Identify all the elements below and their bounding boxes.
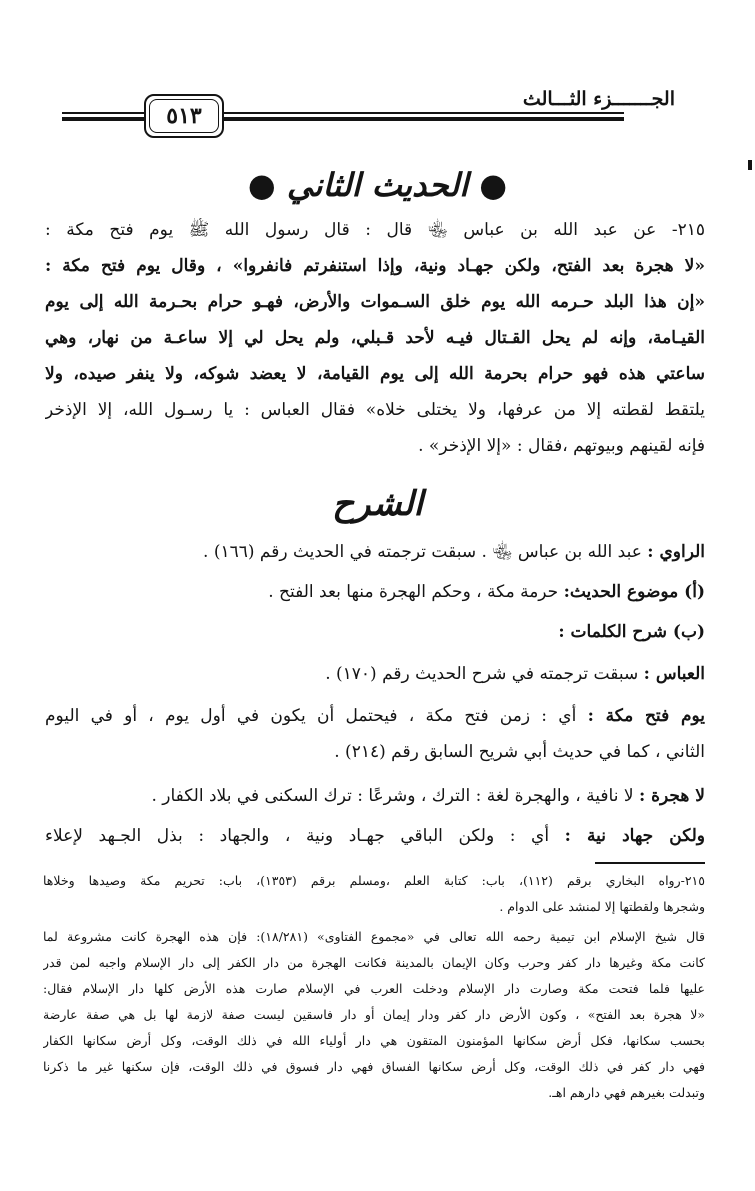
hijra-line [45,784,705,808]
hadith-heading: ● الحديث الثاني ● [247,166,508,204]
footnote-rule [595,862,705,864]
footnote-line: وتبدلت بغيرهم فهي دارهم اهـ. [548,1085,705,1100]
fath-text: أي : زمن فتح مكة ، فيحتمل أن يكون في أول يوم ، أو في اليوم [45,706,588,726]
topic-line [45,580,705,604]
topic-label: (أ) موضوع الحديث: [563,582,705,602]
rawi-text: عبد الله بن عباس ﵄ . سبقت ترجمته في الحديث رقم (١٦٦) . [203,542,648,562]
footnote-line: «لا هجرة بعد الفتح» ، وكون الأرض دار كفر ودار إيمان أو دار فاسقين ليست صفة لازمة لها بل هي صفة عارضة [43,1007,705,1022]
hadith-line: «إن هذا البلد حـرمه الله يوم خلق السـموات والأرض، فهـو حرام بحـرمة الله إلى يوم [45,292,705,312]
footnote-line: وشجرها ولقطتها إلا لمنشد على الدوام . [499,899,705,914]
hijra-text: لا نافية ، والهجرة لغة : الترك ، وشرعًا : ترك السكنى في بلاد الكفار . [151,786,639,806]
abbas-label: العباس : [643,664,705,684]
header-rule [62,117,146,121]
topic-text: حرمة مكة ، وحكم الهجرة منها بعد الفتح . [268,582,564,602]
rawi-label: الراوي : [647,542,705,562]
header-rule [222,112,624,114]
header-rule [222,117,624,121]
page-number: ٥١٣ [144,94,224,138]
jihad-label: ولكن جهاد نية : [564,826,705,846]
hadith-line: يلتقط لقطته إلا من عرفها، ولا يختلى خلاه» فقال العباس : يا رسـول الله، إلا الإذخر [45,400,705,420]
hadith-line: القيـامة، وإنه لم يحل القـتال فيـه لأحد قـبلي، ولم يحل لي إلا ساعـة من نهار، وهي [45,328,705,348]
running-header-title: الجـــــــزء الثـــالث [522,88,675,110]
footnote-line: بحسب سكانها، فكل أرض سكانها المؤمنون المتقون هي دار أولياء الله في ذلك الوقت، وكل أرض سكانها الكفار [43,1033,705,1048]
header-rule [62,112,146,114]
footnote-line: ٢١٥-رواه البخاري برقم (١١٢)، باب: كتابة العلم ،ومسلم برقم (١٣٥٣)، باب: تحريم مكة وصيدها وخلاها [43,873,705,888]
abbas-line [45,662,705,686]
hadith-line: «لا هجرة بعد الفتح، ولكن جهـاد ونية، وإذا استنفرتم فانفروا» ، وقال يوم فتح مكة : [45,256,705,276]
words-heading: (ب) شرح الكلمات : [558,622,705,642]
footnote-line: عليها فلما فتحت مكة وصارت دار الإسلام ودخلت العرب في الإسلام صارت هذه الأرض كلها دار الإسلام فقال: [43,981,705,996]
fath-line [45,704,705,728]
footnote-line: فهي دار كفر في ذلك الوقت، وكل أرض سكانها الفساق فهي دار فسوق في ذلك الوقت، فإن سكنها غير ما ذكرنا [43,1059,705,1074]
abbas-text: سبقت ترجمته في شرح الحديث رقم (١٧٠) . [325,664,644,684]
hadith-line: ساعتي هذه فهو حرام بحرمة الله إلى يوم القيامة، لا يعضد شوكه، ولا ينفر صيده، ولا [45,364,705,384]
footnote-line: كانت مكة وغيرها دار كفر وحرب وكان الإيمان بالمدينة فكانت الهجرة من دار الكفر إلى دار الإسلام واجبه لمن قدر [43,955,705,970]
hadith-line: فإنه لقينهم وبيوتهم ،فقال : «إلا الإذخر» . [418,436,705,456]
jihad-line [45,824,705,848]
hadith-line: ٢١٥- عن عبد الله بن عباس ﵄ قال : قال رسول الله ﷺ يوم فتح مكة : [45,220,705,240]
sharh-heading: الشرح [332,484,423,524]
fath-line-2: الثاني ، كما في حديث أبي شريح السابق رقم (٢١٤) . [334,742,705,762]
rawi-line [45,540,705,564]
fath-label: يوم فتح مكة : [587,706,705,726]
hijra-label: لا هجرة : [638,786,705,806]
footnote-line: قال شيخ الإسلام ابن تيمية رحمه الله تعالى في «مجموع الفتاوى» (١٨/٢٨١): فإن هذه الهجرة كانت مشروعة لما [43,929,705,944]
jihad-text: أي : ولكن الباقي جهـاد ونية ، والجهاد : بذل الجـهد لإعلاء [45,826,565,846]
